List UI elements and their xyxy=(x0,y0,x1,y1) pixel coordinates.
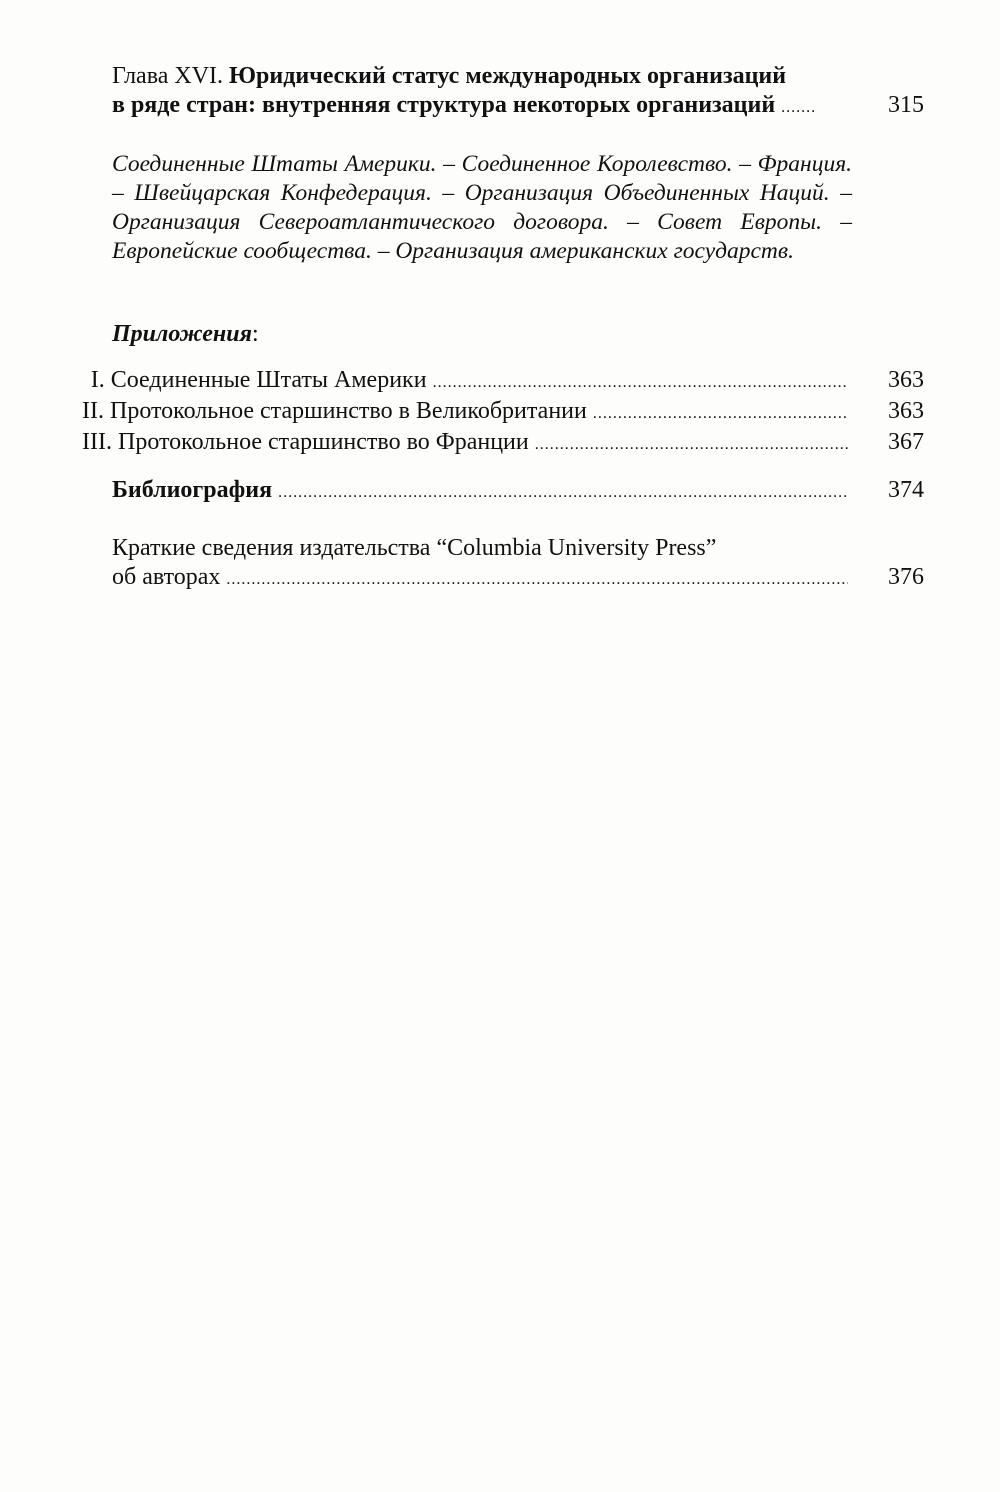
chapter-prefix: Глава XVI. xyxy=(112,63,224,89)
chapter-title-line1: Юридический статус международных организаций xyxy=(229,63,787,89)
leader-dots xyxy=(535,431,848,459)
page-number: 363 xyxy=(888,398,924,424)
appendix-number: I. xyxy=(90,367,105,393)
authors-line2: об авторах xyxy=(112,564,221,590)
list-item xyxy=(82,428,924,459)
toc-entry-chapter-16 xyxy=(112,62,924,122)
page-number: 374 xyxy=(888,477,924,503)
chapter-summary xyxy=(112,150,924,266)
appendices-heading-text: Приложения xyxy=(112,321,252,347)
authors-line1: Краткие сведения издательства “Columbia University Press” xyxy=(112,535,717,561)
leader-dots xyxy=(433,368,848,397)
chapter-title-line2: в ряде стран: внутренняя структура некоторых организаций xyxy=(112,92,776,118)
bibliography-label: Библиография xyxy=(112,477,273,503)
leader-dots xyxy=(781,93,815,122)
leader-dots xyxy=(278,478,848,507)
appendix-number: III. xyxy=(82,429,112,455)
appendices-list xyxy=(82,366,924,459)
appendices-heading-colon: : xyxy=(251,321,259,347)
appendix-number: II. xyxy=(82,398,104,424)
appendix-label: Протокольное старшинство во Франции xyxy=(117,429,529,455)
page-number: 376 xyxy=(888,564,924,590)
appendix-label: Соединенные Штаты Америки xyxy=(110,367,427,393)
page-number: 363 xyxy=(888,367,924,393)
page-number: 315 xyxy=(888,92,924,118)
page-number: 367 xyxy=(888,429,924,455)
leader-dots xyxy=(226,565,848,594)
list-item xyxy=(82,397,924,428)
summary-text: Соединенные Штаты Америки. – Соединенное Королевство. – Франция. – Швейцарская Конфедерация. – Организация Объединенных Наций. – Организация Североатлантического договора. – Совет Европы. – Европейские сообщества. – Организация американских государств. xyxy=(112,151,852,264)
list-item xyxy=(82,366,924,397)
toc-entry-bibliography xyxy=(112,476,924,507)
appendix-label: Протокольное старшинство в Великобритании xyxy=(109,398,587,424)
toc-entry-authors xyxy=(112,534,924,594)
appendices-heading xyxy=(112,320,924,349)
leader-dots xyxy=(593,400,848,428)
